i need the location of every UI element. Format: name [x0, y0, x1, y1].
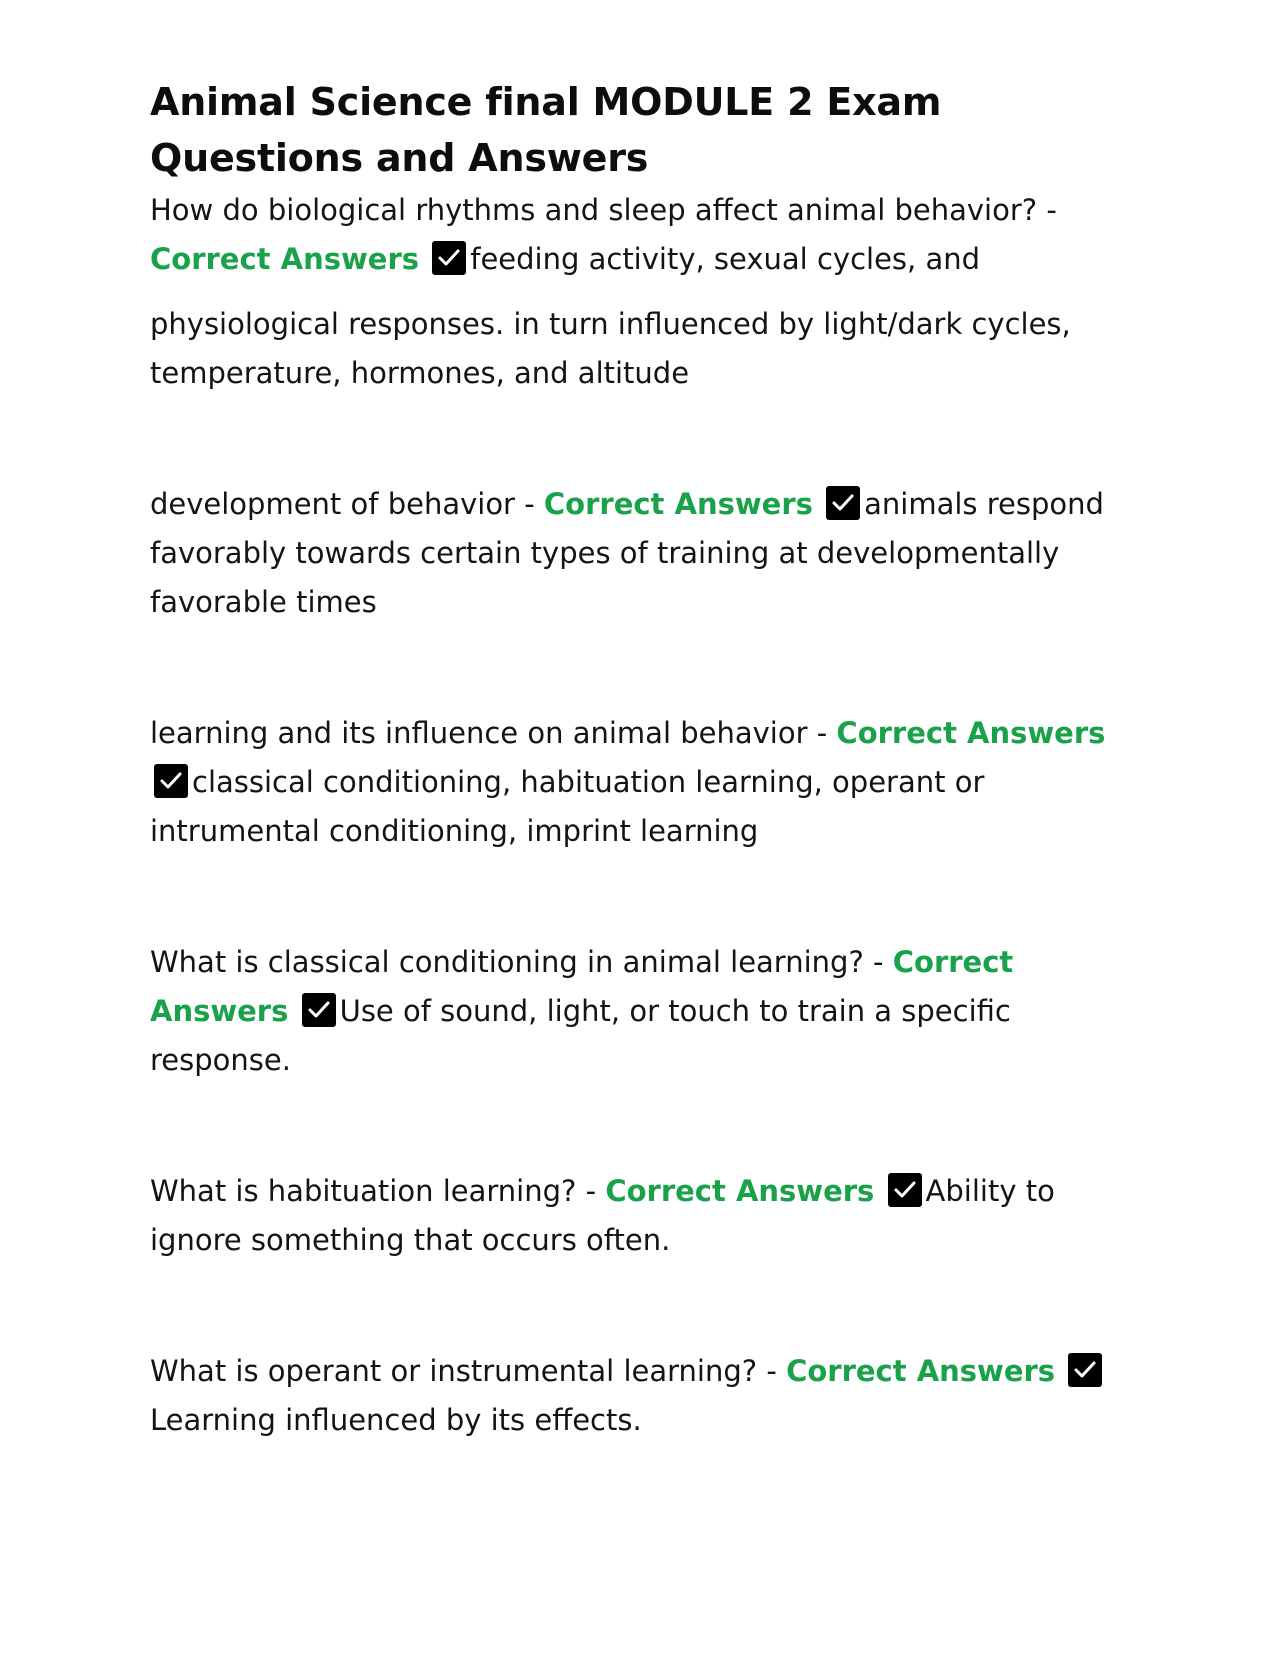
correct-answers-label: Correct Answers — [150, 242, 420, 276]
answer-text: classical conditioning, habituation learning, operant or intrumental conditioning, imprint learning — [150, 765, 985, 848]
answer-text: feeding activity, sexual cycles, and — [470, 242, 981, 276]
question-text: development of behavior — [150, 487, 515, 521]
separator: - — [1037, 193, 1057, 227]
document-title: Animal Science final MODULE 2 Exam Questions and Answers — [150, 80, 942, 180]
question-text: learning and its influence on animal behavior — [150, 716, 808, 750]
qa-item — [150, 709, 1130, 856]
correct-answers-label: Correct Answers — [150, 945, 1014, 1028]
line-gap — [150, 284, 1130, 300]
separator: - — [757, 1354, 787, 1388]
separator: - — [576, 1174, 606, 1208]
answer-text: Ability to ignore something that occurs often. — [150, 1174, 1055, 1257]
correct-answers-label: Correct Answers — [836, 716, 1106, 750]
checkbox-checked-icon — [1068, 1353, 1102, 1387]
answer-text: animals respond favorably towards certain types of training at developmentally favorable times — [150, 487, 1104, 619]
separator: - — [807, 716, 837, 750]
qa-item — [150, 938, 1130, 1085]
checkbox-checked-icon — [302, 993, 336, 1027]
question-text: What is classical conditioning in animal learning? — [150, 945, 864, 979]
checkbox-checked-icon — [826, 486, 860, 520]
answer-text: Learning influenced by its effects. — [150, 1403, 642, 1437]
qa-item — [150, 480, 1130, 627]
checkbox-checked-icon — [888, 1173, 922, 1207]
question-text: What is operant or instrumental learning? — [150, 1354, 758, 1388]
question-text: What is habituation learning? — [150, 1174, 577, 1208]
qa-item — [150, 186, 1130, 398]
answer-text: Use of sound, light, or touch to train a specific response. — [150, 994, 1011, 1077]
checkbox-checked-icon — [432, 241, 466, 275]
qa-item — [150, 1347, 1130, 1445]
correct-answers-label: Correct Answers — [605, 1174, 875, 1208]
correct-answers-label: Correct Answers — [786, 1354, 1056, 1388]
answer-text-continued: physiological responses. in turn influenced by light/dark cycles, temperature, hormones, and altitude — [150, 307, 1071, 390]
separator: - — [863, 945, 893, 979]
correct-answers-label: Correct Answers — [543, 487, 813, 521]
qa-item — [150, 1167, 1130, 1265]
separator: - — [514, 487, 544, 521]
question-text: How do biological rhythms and sleep affect animal behavior? — [150, 193, 1038, 227]
checkbox-checked-icon — [154, 764, 188, 798]
